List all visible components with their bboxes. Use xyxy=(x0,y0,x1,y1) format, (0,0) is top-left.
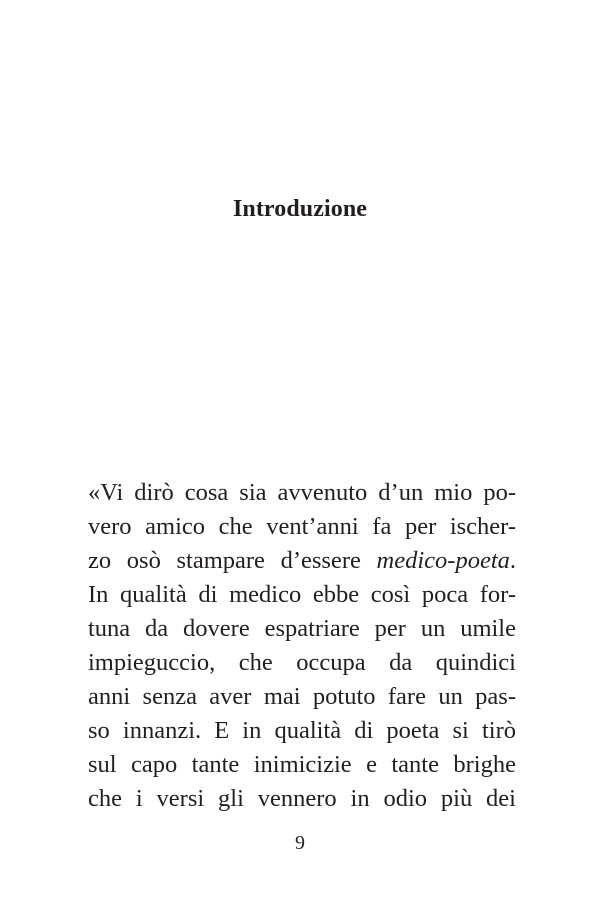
page-number: 9 xyxy=(295,832,305,854)
italic-term: medico-poeta xyxy=(376,547,510,574)
text-line: sul capo tante inimicizie e tante brighe xyxy=(88,751,516,778)
text-line xyxy=(88,544,516,578)
text-line: vero amico che vent’anni fa per ischer- xyxy=(88,513,516,540)
text-line: anni senza aver mai potuto fare un pas- xyxy=(88,683,516,710)
text-line: che i versi gli vennero in odio più dei xyxy=(88,785,516,812)
text-line: impieguccio, che occupa da quindici xyxy=(88,649,516,676)
text-line: tuna da dovere espatriare per un umile xyxy=(88,615,516,642)
text-line: «Vi dirò cosa sia avvenuto d’un mio po- xyxy=(88,479,516,506)
text-line: so innanzi. E in qualità di poeta si tirò xyxy=(88,717,516,744)
text-line-start: zo osò stampare d’essere xyxy=(88,547,377,574)
body-paragraph xyxy=(88,476,516,816)
text-line-end: . xyxy=(509,547,516,574)
chapter-title: Introduzione xyxy=(232,196,368,222)
text-line: In qualità di medico ebbe così poca for- xyxy=(88,581,516,608)
